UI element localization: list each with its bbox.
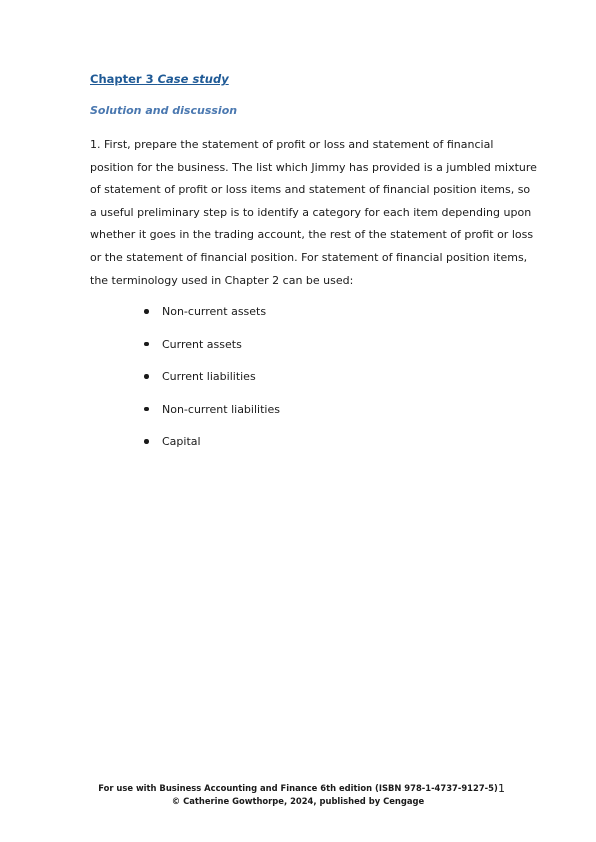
list-item-label: Capital	[162, 435, 201, 449]
list-item	[144, 301, 280, 334]
list-item	[144, 334, 280, 367]
list-item-label: Non-current liabilities	[162, 402, 280, 416]
paragraph-line: a useful preliminary step is to identify a category for each item depending upon	[90, 205, 532, 219]
paragraph-line: position for the business. The list which Jimmy has provided is a jumbled mixture	[90, 160, 537, 174]
bullet-icon	[144, 374, 149, 379]
paragraph-line: of statement of profit or loss items and statement of financial position items, so	[90, 183, 531, 197]
paragraph-line: the terminology used in Chapter 2 can be used:	[90, 273, 354, 287]
body-paragraph	[90, 134, 537, 292]
paragraph-line: or the statement of financial position. For statement of financial position items,	[90, 250, 528, 264]
section-subheading: Solution and discussion	[90, 104, 238, 117]
list-item-label: Current assets	[162, 337, 242, 351]
paragraph-line: whether it goes in the trading account, the rest of the statement of profit or loss	[90, 228, 534, 242]
chapter-heading-title: Case study	[157, 72, 229, 86]
bullet-icon	[144, 439, 149, 444]
bullet-icon	[144, 309, 149, 314]
page-number: 1	[498, 782, 505, 795]
footer-copyright-line: © Catherine Gowthorpe, 2024, published by Cengage	[171, 796, 425, 806]
list-item-label: Non-current assets	[162, 305, 267, 318]
bullet-icon	[144, 342, 149, 347]
paragraph-line: 1. First, prepare the statement of profit or loss and statement of financial	[90, 138, 494, 151]
list-item-label: Current liabilities	[162, 370, 256, 384]
list-item	[144, 366, 280, 399]
chapter-heading	[90, 72, 229, 86]
category-bullet-list	[144, 301, 280, 464]
page-footer	[0, 782, 596, 808]
chapter-heading-number: Chapter 3	[90, 72, 158, 86]
bullet-icon	[144, 407, 149, 412]
footer-edition-line: For use with Business Accounting and Finance 6th edition (ISBN 978-1-4737-9127-5)	[98, 783, 498, 793]
list-item	[144, 399, 280, 432]
list-item	[144, 431, 280, 464]
